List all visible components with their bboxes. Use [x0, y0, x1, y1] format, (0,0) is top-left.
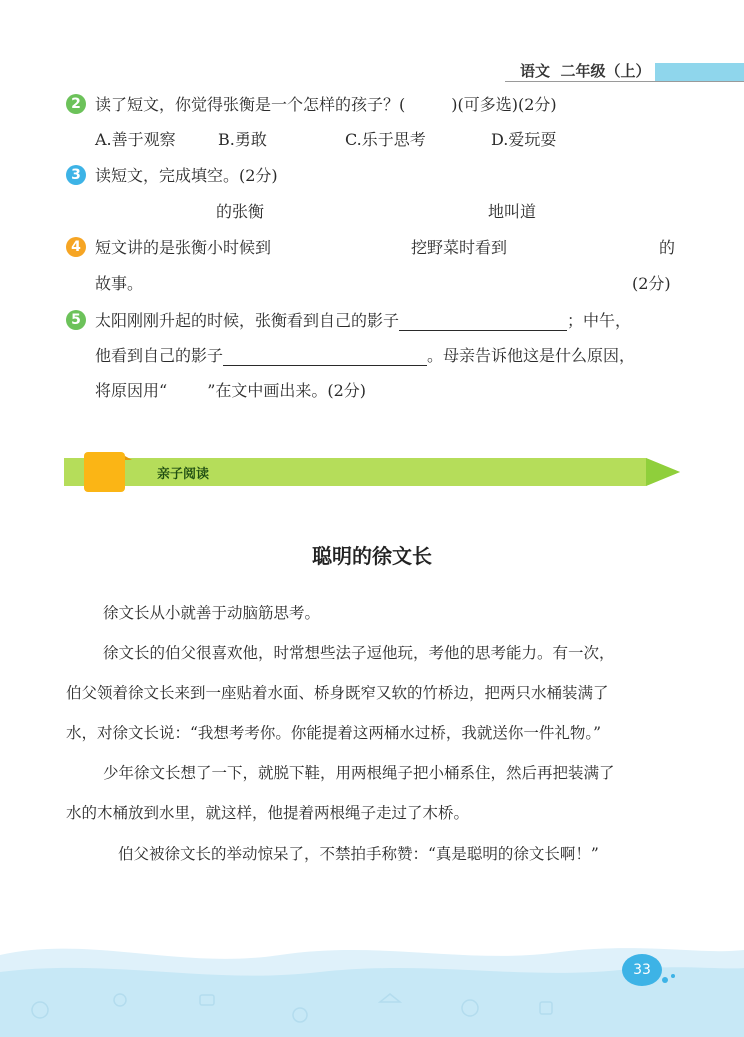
article-line-2: 徐文长的伯父很喜欢他，时常想些法子逗他玩，考他的思考能力。有一次， — [103, 644, 615, 662]
question-5-line-2: 他看到自己的影子 。母亲告诉他这是什么原因， — [95, 346, 636, 365]
question-2-option-c[interactable]: C.乐于思考 — [345, 130, 426, 149]
question-3-number: 3 — [66, 165, 86, 185]
article-line-1: 徐文长从小就善于动脑筋思考。 — [103, 604, 321, 622]
question-4-part-1: 短文讲的是张衡小时候到 — [95, 238, 272, 257]
section-title: 亲子阅读 — [157, 467, 210, 482]
article-line-4: 水，对徐文长说：“我想考考你。你能提着这两桶水过桥，我就送你一件礼物。” — [66, 724, 602, 742]
question-2-option-a[interactable]: A.善于观察 — [95, 130, 176, 149]
article-line-6: 水的木桶放到水里，就这样，他提着两根绳子走过了木桥。 — [66, 804, 470, 822]
header-subject: 语文 二年级（上） — [520, 62, 651, 80]
article-line-3: 伯父领着徐文长来到一座贴着水面、桥身既窄又软的竹桥边，把两只水桶装满了 — [66, 684, 609, 702]
question-4-part-2: 挖野菜时看到 — [411, 238, 508, 257]
article-line-5: 少年徐文长想了一下，就脱下鞋，用两根绳子把小桶系住，然后再把装满了 — [103, 764, 615, 782]
banner-tab — [84, 452, 125, 492]
question-4-part-3: 的 — [659, 238, 676, 257]
banner-arrow-tip — [646, 458, 680, 486]
question-3-blank-1-label: 的张衡 — [216, 202, 265, 221]
question-5-line-3: 将原因用“ ”在文中画出来。(2分) — [95, 381, 367, 400]
question-2-option-b[interactable]: B.勇敢 — [218, 130, 267, 149]
question-5-number: 5 — [66, 310, 86, 330]
question-5-blank-2[interactable] — [223, 347, 427, 366]
question-3-prompt: 读短文，完成填空。(2分) — [95, 166, 278, 185]
page-number: 33 — [633, 962, 651, 978]
question-2-prompt: 读了短文，你觉得张衡是一个怎样的孩子？( )(可多选)(2分) — [95, 95, 557, 114]
article-title: 聪明的徐文长 — [312, 544, 432, 568]
question-3-blank-2-label: 地叫道 — [488, 202, 537, 221]
question-4-number: 4 — [66, 237, 86, 257]
question-2-number: 2 — [66, 94, 86, 114]
question-2-option-d[interactable]: D.爱玩耍 — [491, 130, 557, 149]
article-line-7: 伯父被徐文长的举动惊呆了，不禁拍手称赞：“真是聪明的徐文长啊！” — [118, 845, 599, 863]
question-5-blank-1[interactable] — [399, 312, 567, 331]
header-rule — [505, 81, 744, 82]
question-5-line-1: 太阳刚刚升起的时候，张衡看到自己的影子 ；中午， — [95, 311, 632, 330]
question-4-line-2: 故事。 — [95, 274, 144, 293]
question-4-points: (2分) — [632, 274, 671, 293]
header-accent-bar — [655, 63, 744, 81]
